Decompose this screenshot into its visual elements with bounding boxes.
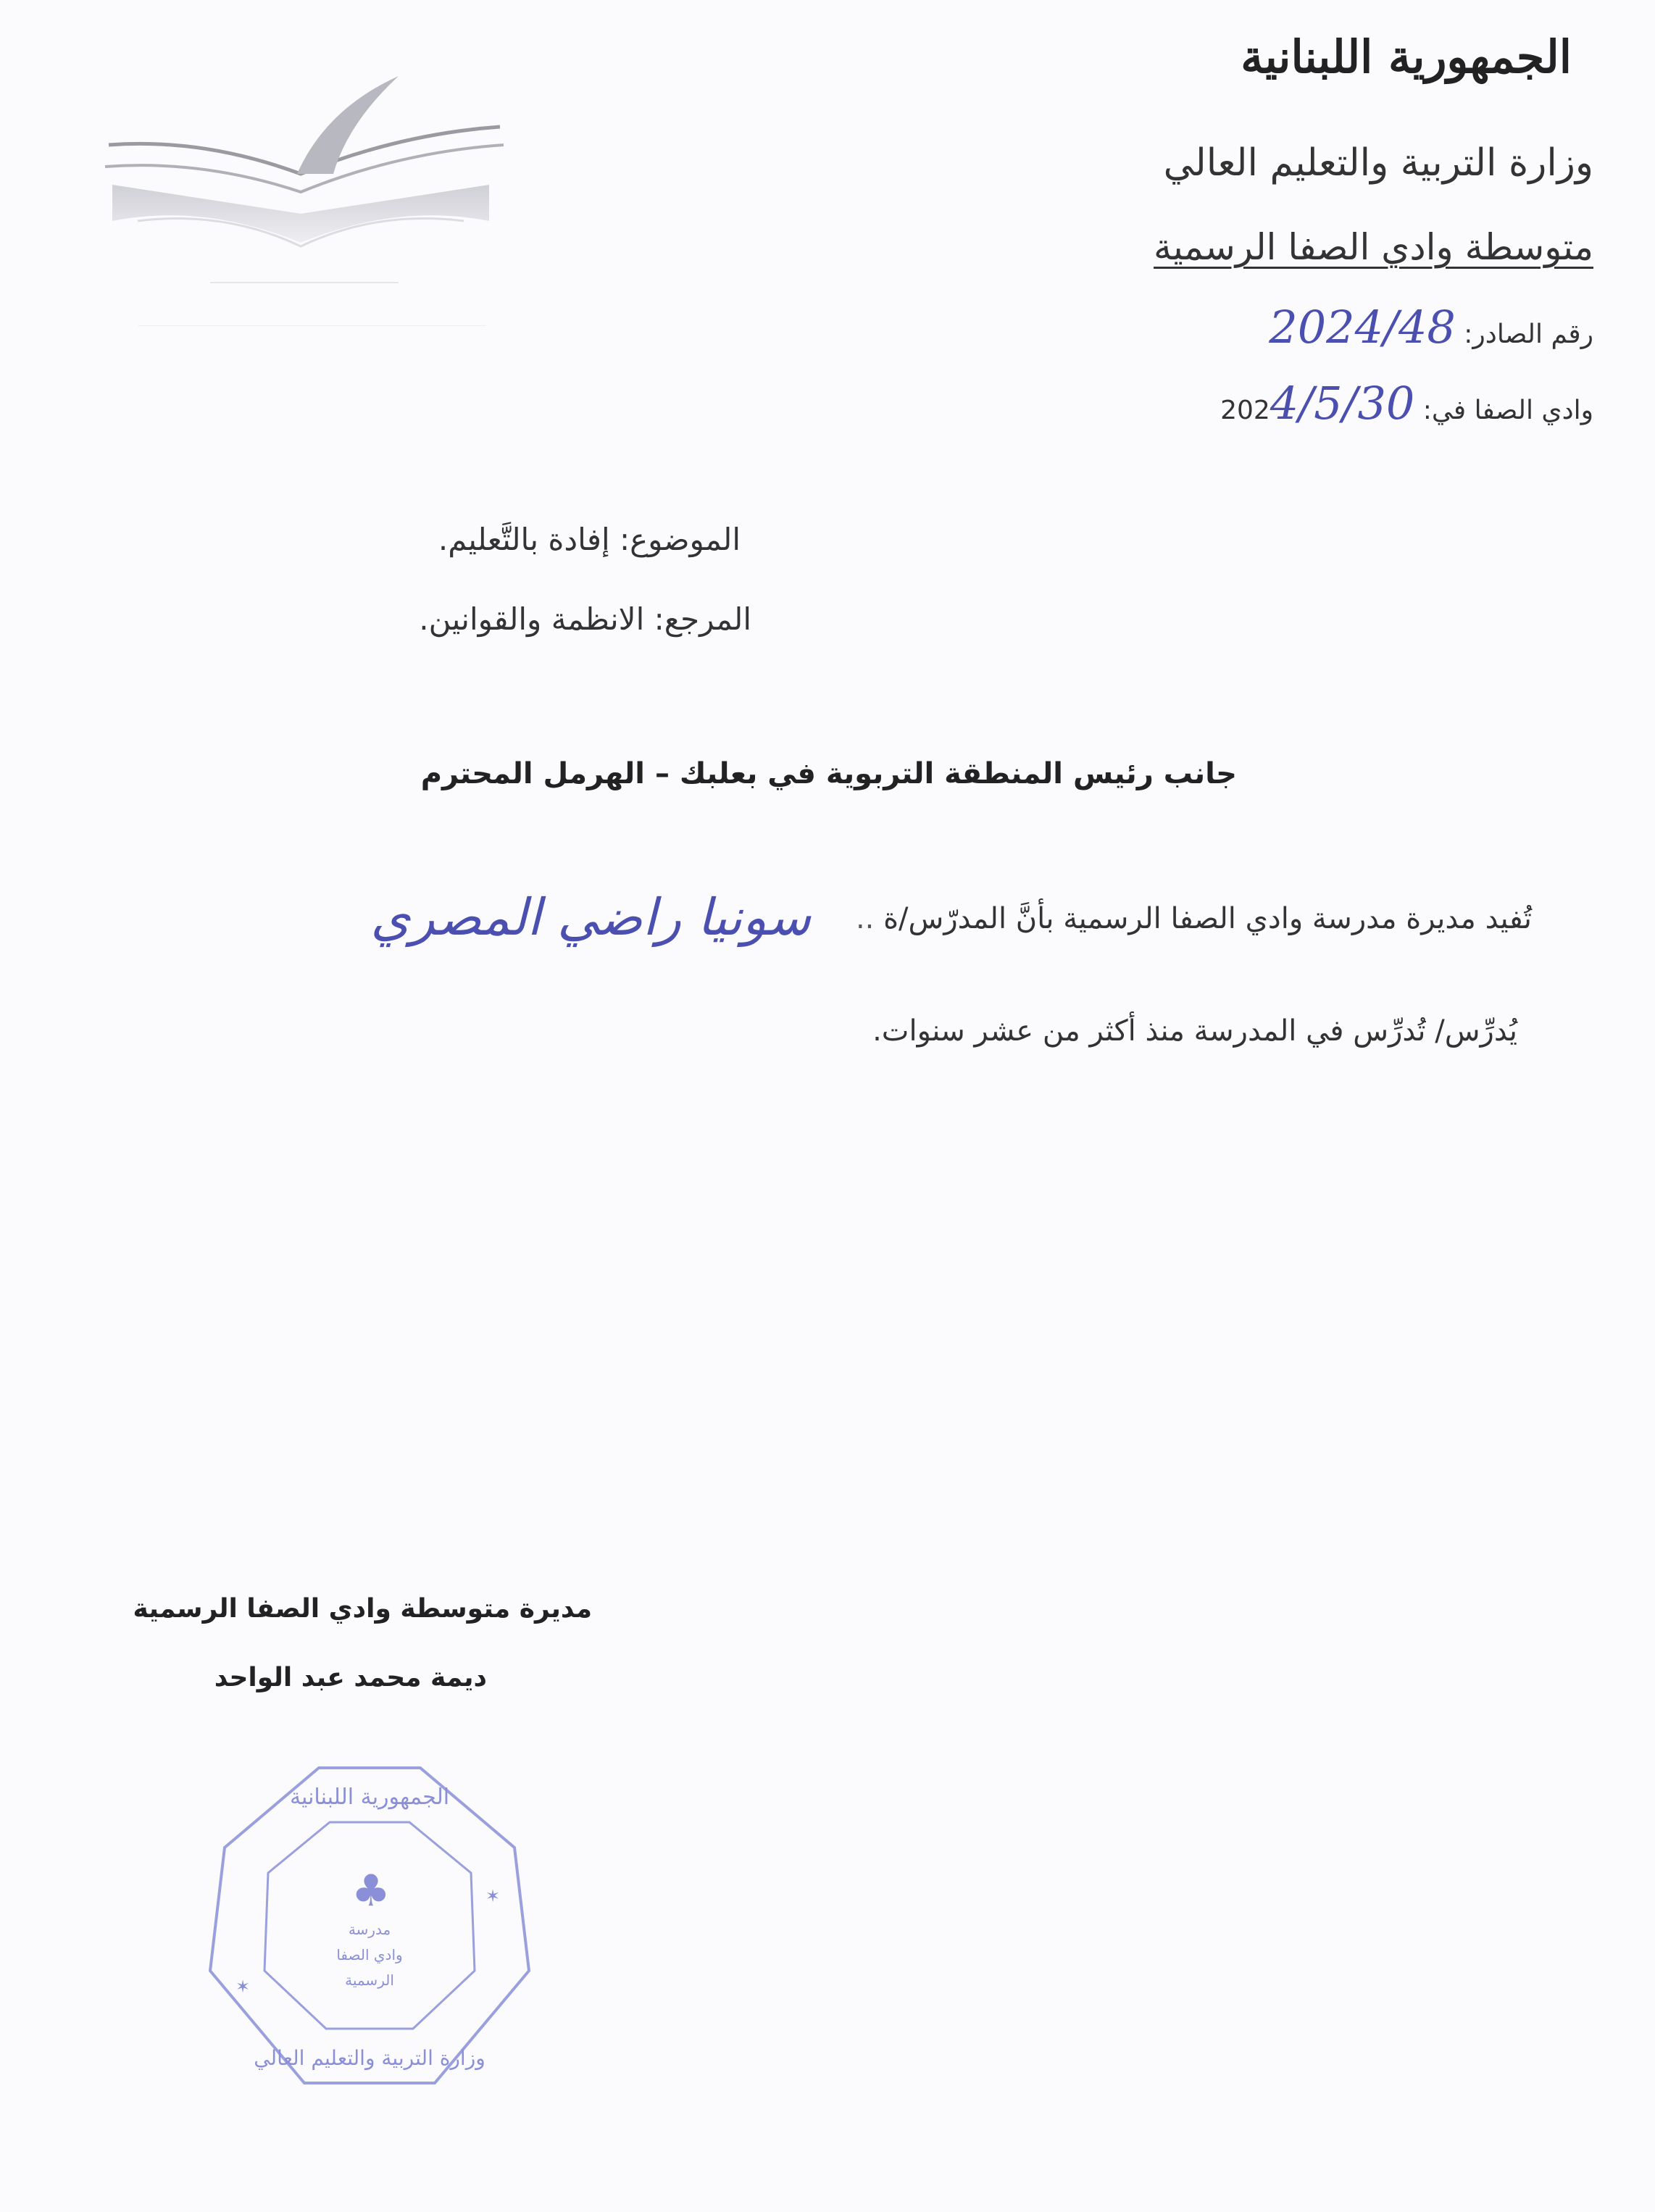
country-name: الجمهورية اللبنانية [1241, 30, 1572, 83]
reference-number-handwritten: 2024/48 [1269, 301, 1456, 354]
stamp-bottom-text: وزارة التربية والتعليم العالي [254, 2046, 485, 2070]
ministry-name: وزارة التربية والتعليم العالي [1163, 141, 1593, 185]
stamp-top-text: الجمهورية اللبنانية [289, 1785, 450, 1810]
date-prefix: 202 [1220, 396, 1270, 425]
date-label: وادي الصفا في: [1422, 396, 1593, 425]
signature-title: مديرة متوسطة وادي الصفا الرسمية [133, 1594, 592, 1624]
body-line-1-text: تُفيد مديرة مدرسة وادي الصفا الرسمية بأنَّ المدرّس/ة [883, 902, 1532, 935]
stamp-star-left: ✶ [235, 1977, 251, 1997]
stamp-center-3: الرسمية [345, 1971, 394, 1989]
subject-line: الموضوع: إفادة بالتَّعليم. [438, 522, 741, 557]
body-line-2: يُدرِّس/ تُدرِّس في المدرسة منذ أكثر من عشر سنوات. [872, 1014, 1517, 1048]
signature-name: ديمة محمد عبد الواحد [214, 1663, 487, 1693]
date-value [1220, 377, 1414, 430]
book-logo [94, 65, 514, 326]
reference-number-label: رقم الصادر: [1464, 320, 1593, 349]
date-handwritten: 4/5/30 [1270, 377, 1415, 430]
official-stamp [196, 1753, 543, 2101]
stamp-star-right: ✶ [485, 1886, 501, 1906]
stamp-center-1: مدرسة [348, 1921, 391, 1938]
teacher-name-handwritten: سونيا راضي المصري [370, 888, 811, 947]
body-line-1 [856, 902, 1532, 935]
reference-number-line [1269, 301, 1593, 354]
stamp-center-2: وادي الصفا [336, 1946, 403, 1963]
cedar-icon: ♣ [351, 1866, 391, 1916]
body-line-1-dots: .. [855, 902, 875, 935]
addressee-line: جانب رئيس المنطقة التربوية في بعلبك – الهرمل المحترم [420, 757, 1237, 790]
date-line [1220, 377, 1593, 430]
reference-line: المرجع: الانظمة والقوانين. [419, 601, 751, 637]
school-name: متوسطة وادي الصفا الرسمية [1154, 226, 1593, 268]
